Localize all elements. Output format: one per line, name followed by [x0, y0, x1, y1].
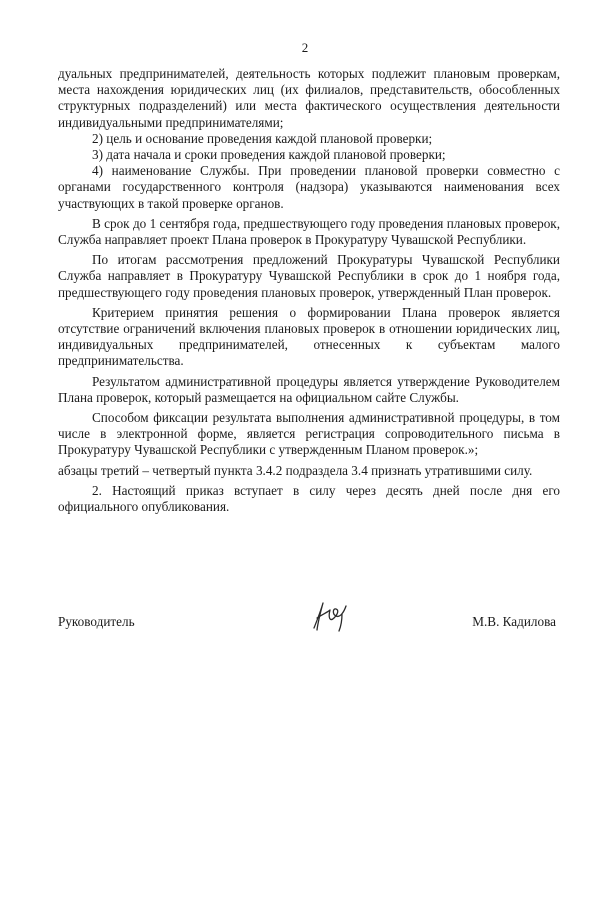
document-body: [58, 66, 560, 519]
paragraph-outcome: Результатом административной процедуры является утверждение Руководителем Плана проверок, который размещается на официальном сайте Службы.: [58, 373, 560, 405]
paragraph-repeal: абзацы третий – четвертый пункта 3.4.2 подраздела 3.4 признать утратившими силу.: [58, 462, 533, 478]
signatory-position: Руководитель: [58, 614, 135, 629]
handwritten-signature: [308, 598, 352, 634]
paragraph-list-continuation: дуальных предпринимателей, деятельность которых подлежит плановым проверкам, места нахождения юридических лиц (их филиалов, представительств, обособленных структурных подразделений) или места фактического осуществления деятельности индивидуальными предпринимателями;: [58, 66, 560, 130]
paragraph-entry-into-force: 2. Настоящий приказ вступает в силу через десять дней после дня его официального опубликования.: [58, 482, 560, 515]
signature-block: [58, 612, 556, 642]
paragraph-fixation: Способом фиксации результата выполнения административной процедуры, в том числе в электронной форме, является регистрация сопроводительного письма в Прокуратуру Чувашской Республики с утвержденным Планом проверок.»;: [58, 410, 560, 458]
paragraph-item-3: 3) дата начала и сроки проведения каждой плановой проверки;: [92, 147, 446, 163]
paragraph-item-2: 2) цель и основание проведения каждой плановой проверки;: [92, 130, 433, 146]
paragraph-deadline: В срок до 1 сентября года, предшествующего году проведения плановых проверок, Служба направляет проект Плана проверок в Прокуратуру Чувашской Республики.: [58, 215, 560, 248]
signatory-name: М.В. Кадилова: [472, 614, 556, 629]
page-number: 2: [301, 40, 309, 55]
paragraph-item-4: 4) наименование Службы. При проведении плановой проверки совместно с органами государственного контроля (надзора) указываются наименования всех участвующих в такой проверке органов.: [58, 163, 560, 211]
paragraph-criterion: Критерием принятия решения о формировании Плана проверок является отсутствие ограничений включения плановых проверок в отношении юридических лиц, индивидуальных предпринимателей, отнесенных к субъектам малого предпринимательства.: [58, 304, 560, 369]
paragraph-results: По итогам рассмотрения предложений Прокуратуры Чувашской Республики Служба направляет в Прокуратуру Чувашской Республики в срок до 1 ноября года, предшествующего году проведения плановых проверок, утвержденный План проверок.: [58, 252, 560, 300]
